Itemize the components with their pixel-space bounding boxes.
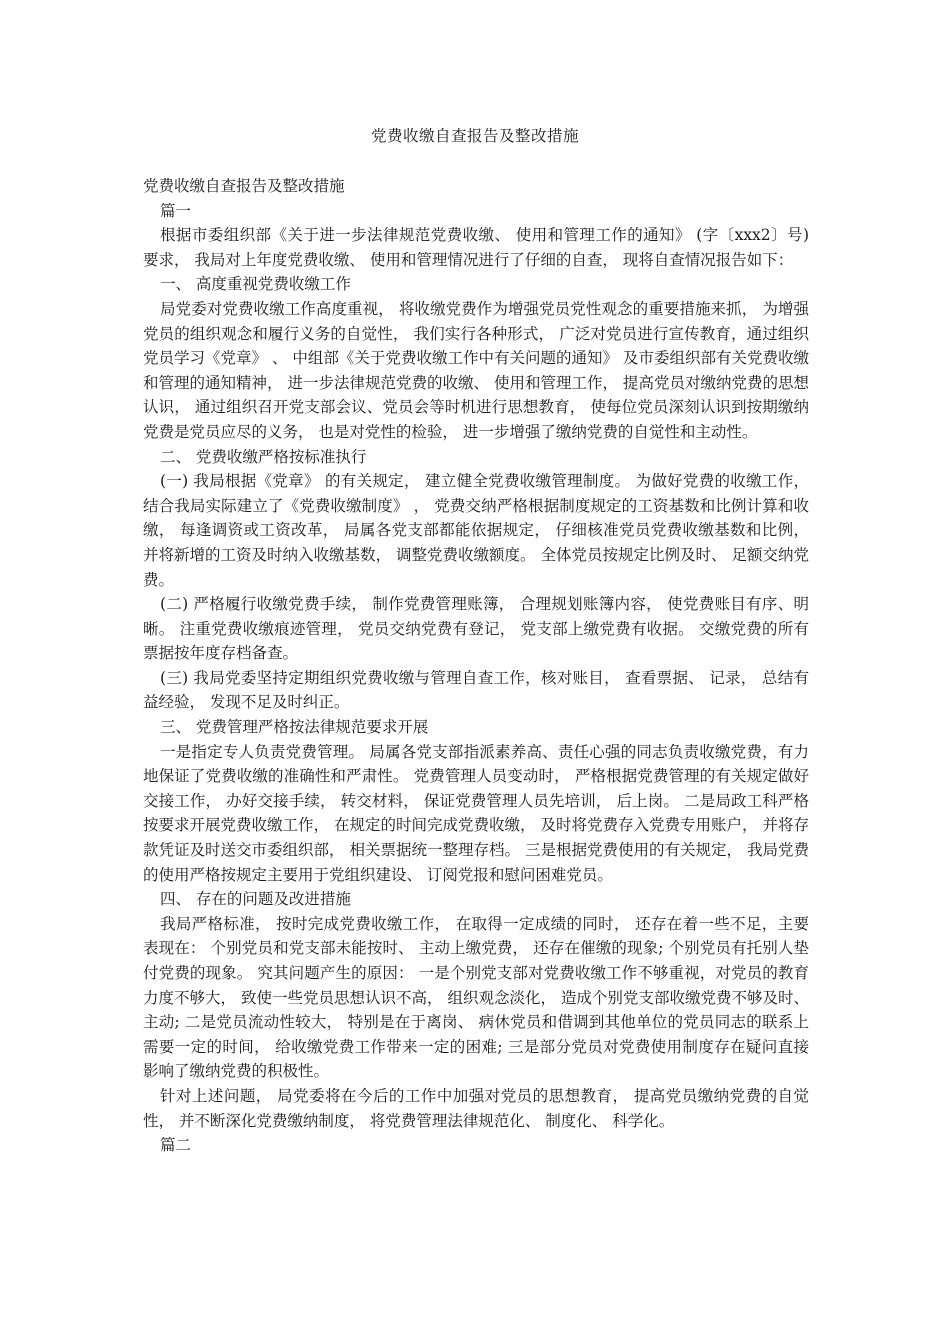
section-heading-3: 三、 党费管理严格按法律规范要求开展 xyxy=(160,718,429,737)
document-body xyxy=(143,174,809,1158)
section-label-part-two: 篇二 xyxy=(160,1136,192,1155)
document-title: 党费收缴自查报告及整改措施 xyxy=(370,127,579,145)
intro-paragraph: 根据市委组织部《关于进一步法律规范党费收缴、 使用和管理工作的通知》 (字〔xxx2〕号) 要求， 我局对上年度党费收缴、 使用和管理情况进行了仔细的自查， 现将自查情况报告如下： xyxy=(143,226,809,269)
body-paragraph: 局党委对党费收缴工作高度重视， 将收缴党费作为增强党员党性观念的重要措施来抓， 为增强党员的组织观念和履行义务的自觉性， 我们实行各种形式， 广泛对党员进行宣传教育，通过组织党员学习《党章》 、 中组部《关于党费收缴工作中有关问题的通知》 及市委组织部有关党费收缴和管理的通知精神， 进一步法律规范党费的收缴、 使用和管理工作， 提高党员对缴纳党费的思想认识， 通过组织召开党支部会议、党员会等时机进行思想教育， 使每位党员深刻认识到按期缴纳党费是党员应尽的义务， 也是对党性的检验， 进一步增强了缴纳党费的自觉性和主动性。 xyxy=(143,299,809,441)
body-paragraph: 一是指定专人负责党费管理。 局属各党支部指派素养高、责任心强的同志负责收缴党费，有力地保证了党费收缴的准确性和严肃性。 党费管理人员变动时， 严格根据党费管理的有关规定做好交接工作， 办好交接手续， 转交材料， 保证党费管理人员先培训， 后上岗。 二是局政工科严格按要求开展党费收缴工作， 在规定的时间完成党费收缴， 及时将党费存入党费专用账户， 并将存款凭证及时送交市委组织部， 相关票据统一整理存档。 三是根据党费使用的有关规定， 我局党费的使用严格按规定主要用于党组织建设、 订阅党报和慰问困难党员。 xyxy=(143,742,809,884)
body-paragraph: (二) 严格履行收缴党费手续， 制作党费管理账簿， 合理规划账簿内容， 使党费账目有序、明晰。 注重党费收缴痕迹管理， 党员交纳党费有登记， 党支部上缴党费有收据。 交缴党费的所有票据按年度存档备查。 xyxy=(143,595,809,663)
section-heading-4: 四、 存在的问题及改进措施 xyxy=(160,890,351,909)
document-subtitle: 党费收缴自查报告及整改措施 xyxy=(143,177,345,195)
section-heading-2: 二、 党费收缴严格按标准执行 xyxy=(160,447,367,466)
section-heading-1: 一、 高度重视党费收缴工作 xyxy=(160,275,351,294)
body-paragraph: 针对上述问题， 局党委将在今后的工作中加强对党员的思想教育， 提高党员缴纳党费的自觉性， 并不断深化党费缴纳制度， 将党费管理法律规范化、 制度化、 科学化。 xyxy=(143,1086,809,1130)
body-paragraph: (三) 我局党委坚持定期组织党费收缴与管理自查工作，核对账目， 查看票据、 记录， 总结有益经验， 发现不足及时纠正。 xyxy=(143,668,809,712)
body-paragraph: 我局严格标准， 按时完成党费收缴工作， 在取得一定成绩的同时， 还存在着一些不足，主要表现在： 个别党员和党支部未能按时、 主动上缴党费， 还存在催缴的现象; 个别党员有托别人垫付党费的现象。 究其问题产生的原因： 一是个别党支部对党费收缴工作不够重视，对党员的教育力度不够大， 致使一些党员思想认识不高， 组织观念淡化， 造成个别党支部收缴党费不够及时、 主动; 二是党员流动性较大， 特别是在于离岗、 病休党员和借调到其他单位的党员同志的联系上需要一定的时间， 给收缴党费工作带来一定的困难; 三是部分党员对党费使用制度存在疑问直接影响了缴纳党费的积极性。 xyxy=(143,914,809,1081)
body-paragraph: (一) 我局根据《党章》 的有关规定， 建立健全党费收缴管理制度。 为做好党费的收缴工作， 结合我局实际建立了《党费收缴制度》 ， 党费交纳严格根据制度规定的工资基数和比例计算和收缴， 每逢调资或工资改革， 局属各党支部都能依据规定， 仔细核准党员党费收缴基数和比例， 并将新增的工资及时纳入收缴基数， 调整党费收缴额度。 全体党员按规定比例及时、 足额交纳党费。 xyxy=(143,472,809,589)
section-label-part-one: 篇一 xyxy=(160,201,192,220)
